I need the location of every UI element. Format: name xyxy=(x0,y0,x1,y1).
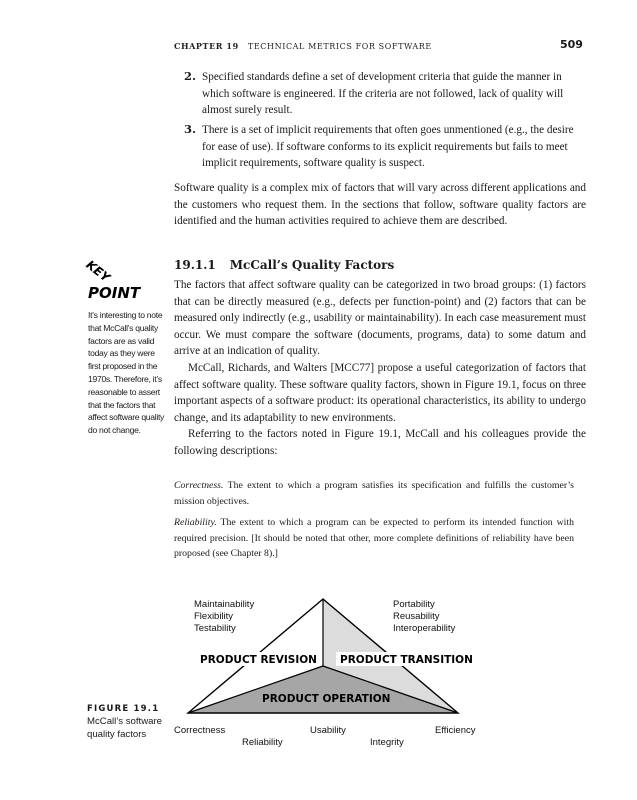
key-point-icon xyxy=(80,258,150,302)
intro-paragraph-block xyxy=(174,180,586,230)
definition-term: Reliability. xyxy=(174,517,217,528)
point-label: POINT xyxy=(88,284,141,302)
product-transition-label: PRODUCT TRANSITION xyxy=(340,654,473,666)
definition-reliability xyxy=(174,515,574,562)
factor-flexibility: Flexibility xyxy=(194,611,234,622)
chapter-title: TECHNICAL METRICS FOR SOFTWARE xyxy=(247,42,432,51)
factor-correctness: Correctness xyxy=(174,725,226,736)
list-text: There is a set of implicit requirements that often goes unmentioned (e.g., the desire for ease of use). If software conforms to its explicit requirements but fails to meet implicit requirements, software quality is suspect. xyxy=(202,124,574,170)
factor-maintainability: Maintainability xyxy=(194,599,255,610)
factor-portability: Portability xyxy=(393,599,435,610)
list-item xyxy=(174,69,586,119)
factor-efficiency: Efficiency xyxy=(435,725,476,736)
product-operation-label: PRODUCT OPERATION xyxy=(262,693,391,705)
definitions xyxy=(174,478,574,562)
paragraph: Referring to the factors noted in Figure 19.1, McCall and his colleagues provide the following descriptions: xyxy=(174,428,586,457)
key-point-text: It’s interesting to note that McCall’s quality factors are as valid today as they were first proposed in the 1970s. Therefore, it’s reasonable to assert that the factors that affect software quality do not change. xyxy=(88,310,165,436)
running-header xyxy=(174,41,432,51)
intro-paragraph: Software quality is a complex mix of factors that will vary across different applications and the customers who request them. In the sections that follow, software quality factors are identified and the human activities required to achieve them are described. xyxy=(174,182,586,228)
key-label: KEY xyxy=(83,258,113,285)
section-heading xyxy=(174,258,408,272)
body-text xyxy=(174,277,586,460)
list-text: Specified standards define a set of development criteria that guide the manner in which software is engineered. If the criteria are not followed, lack of quality will almost surely result. xyxy=(202,71,564,117)
definition-term: Correctness. xyxy=(174,480,224,491)
paragraph: McCall, Richards, and Walters [MCC77] propose a useful categorization of factors that affect software quality. These software quality factors, shown in Figure 19.1, focus on three important aspects of a software product: its operational characteristics, its ability to undergo change, and its adaptability to new environments. xyxy=(174,361,586,424)
product-revision-label: PRODUCT REVISION xyxy=(200,654,317,666)
list-item xyxy=(174,122,586,172)
definition-correctness xyxy=(174,478,574,509)
definition-text: The extent to which a program can be expected to perform its intended function with required precision. [It should be noted that other, more complete definitions of reliability have been proposed (see Chapter 8).] xyxy=(174,517,574,559)
list-number: 2. xyxy=(184,69,197,83)
chapter-label: CHAPTER 19 xyxy=(174,41,239,51)
figure-label: FIGURE 19.1 xyxy=(87,704,160,714)
factor-usability: Usability xyxy=(310,725,346,736)
quality-triangle-diagram xyxy=(170,590,480,760)
list-number: 3. xyxy=(184,122,197,136)
section-title: McCall’s Quality Factors xyxy=(229,258,395,272)
factor-reliability: Reliability xyxy=(242,737,283,748)
factor-testability: Testability xyxy=(194,623,236,634)
paragraph: The factors that affect software quality can be categorized in two broad groups: (1) factors that can be directly measured (e.g., defects per function-point) and (2) factors that can be measured only indirectly (e.g., usability or maintainability). In each case measurement must occur. We must compare the software (documents, programs, data) to some datum and arrive at an indication of quality. xyxy=(174,279,586,358)
definition-text: The extent to which a program satisfies its specification and fulfills the customer’s mission objectives. xyxy=(174,480,574,507)
section-number: 19.1.1 xyxy=(174,258,216,272)
factor-integrity: Integrity xyxy=(370,737,404,748)
factor-reusability: Reusability xyxy=(393,611,440,622)
factor-interoperability: Interoperability xyxy=(393,623,456,634)
figure-caption: McCall’s software quality factors xyxy=(87,716,162,740)
page-number: 509 xyxy=(560,38,583,51)
